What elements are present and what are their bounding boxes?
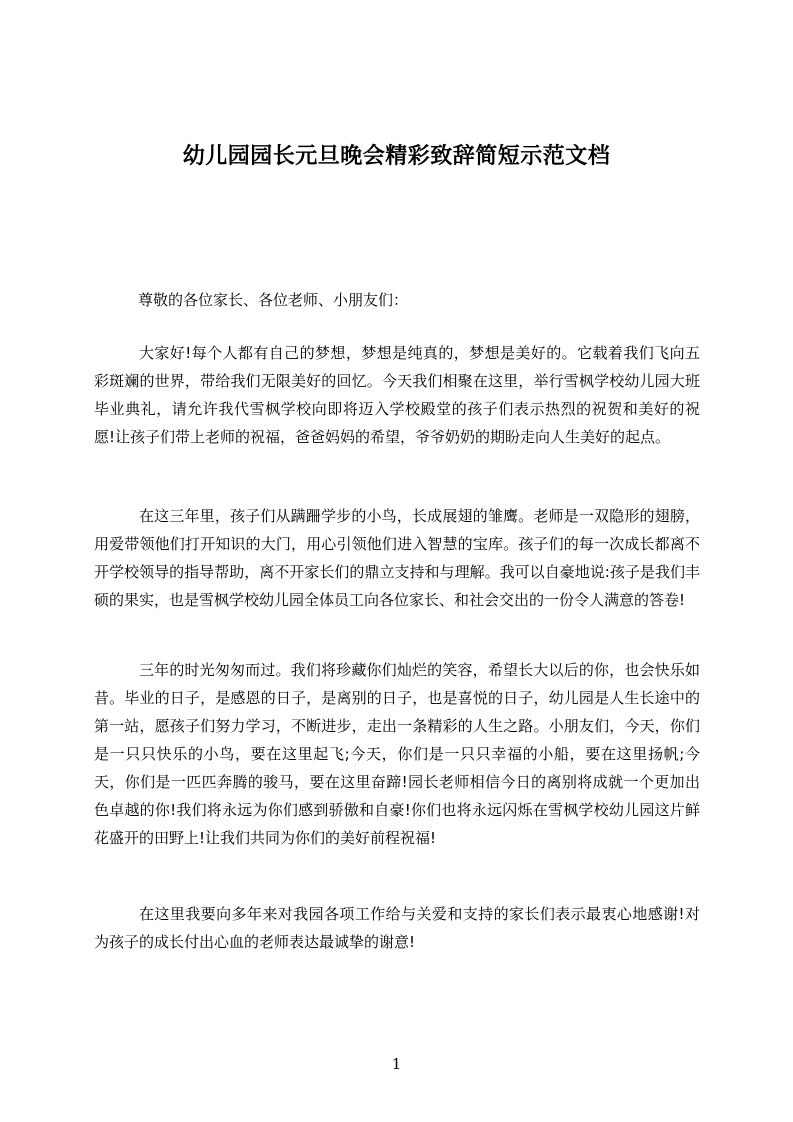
paragraph-thanks: 在这里我要向多年来对我园各项工作给与关爱和支持的家长们表示最衷心地感谢!对为孩子的成长付出心血的老师表达最诚挚的谢意! bbox=[94, 905, 700, 951]
paragraph-farewell: 三年的时光匆匆而过。我们将珍藏你们灿烂的笑容，希望长大以后的你，也会快乐如昔。毕业的日子，是感恩的日子，是离别的日子，也是喜悦的日子，幼儿园是人生长途中的第一站，愿孩子们努力学习，不断进步，走出一条精彩的人生之路。小朋友们，今天，你们是一只只快乐的小鸟，要在这里起飞;今天，你们是一只只幸福的小船，要在这里扬帆;今天，你们是一匹匹奔腾的骏马，要在这里奋蹄!园长老师相信今日的离别将成就一个更加出色卓越的你!我们将永远为你们感到骄傲和自豪!你们也将永远闪烁在雪枫学校幼儿园这片鲜花盛开的田野上!让我们共同为你们的美好前程祝福! bbox=[94, 661, 700, 847]
document-title: 幼儿园园长元旦晚会精彩致辞简短示范文档 bbox=[182, 144, 611, 169]
page-number: 1 bbox=[391, 1055, 402, 1073]
paragraph-greeting: 大家好!每个人都有自己的梦想，梦想是纯真的，梦想是美好的。它载着我们飞向五彩斑斓的世界，带给我们无限美好的回忆。今天我们相聚在这里，举行雪枫学校幼儿园大班毕业典礼，请允许我代雪枫学校向即将迈入学校殿堂的孩子们表示热烈的祝贺和美好的祝愿!让孩子们带上老师的祝福，爸爸妈妈的希望，爷爷奶奶的期盼走向人生美好的起点。 bbox=[94, 344, 700, 446]
paragraph-three-years: 在这三年里，孩子们从蹒跚学步的小鸟，长成展翅的雏鹰。老师是一双隐形的翅膀，用爱带领他们打开知识的大门，用心引领他们进入智慧的宝库。孩子们的每一次成长都离不开学校领导的指导帮助，离不开家长们的鼎立支持和与理解。我可以自豪地说:孩子是我们丰硕的果实，也是雪枫学校幼儿园全体员工向各位家长、和社会交出的一份令人满意的答卷! bbox=[94, 507, 700, 609]
salutation: 尊敬的各位家长、各位老师、小朋友们： bbox=[138, 291, 409, 309]
